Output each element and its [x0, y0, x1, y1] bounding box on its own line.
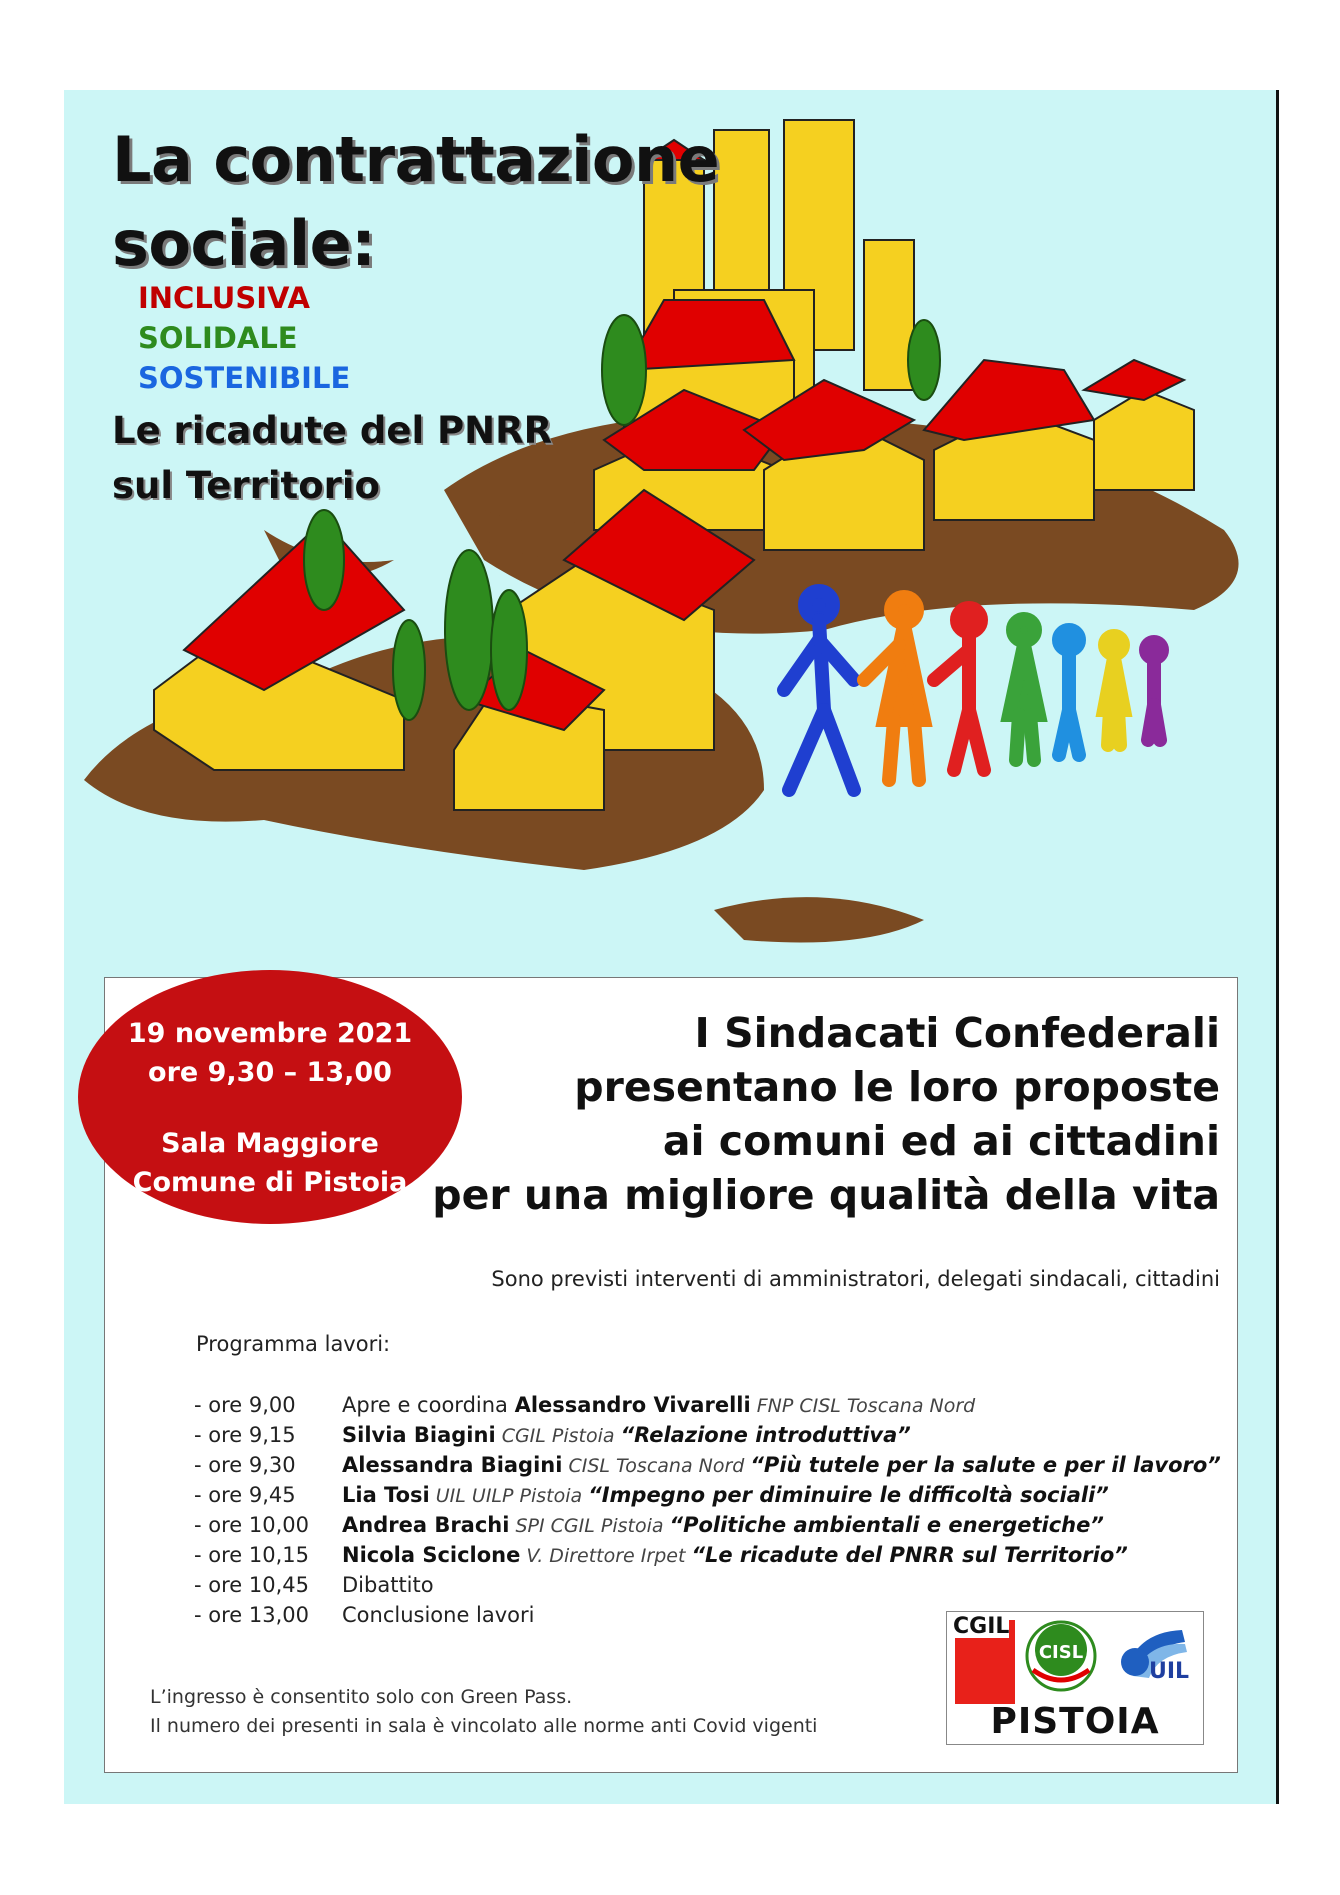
- headline-line: I Sindacati Confederali: [694, 1009, 1220, 1057]
- schedule-activity: Conclusione lavori: [342, 1603, 535, 1627]
- adjective-sostenibile: SOSTENIBILE: [138, 361, 351, 395]
- person-yellow: [1104, 636, 1124, 745]
- person-cyan: [1059, 630, 1079, 755]
- talk-topic: “Le ricadute del PNRR sul Territorio”: [691, 1543, 1128, 1567]
- tree-1: [602, 315, 646, 425]
- schedule-time: - ore 9,45: [194, 1483, 296, 1507]
- speaker-org: CGIL Pistoia: [495, 1425, 621, 1447]
- speaker-name: Alessandra Biagini: [342, 1453, 563, 1477]
- talk-topic: “Impegno per diminuire le difficoltà sociali”: [588, 1483, 1109, 1507]
- logo-city-name: PISTOIA: [990, 1701, 1160, 1742]
- roof-d: [924, 360, 1094, 440]
- speaker-org: CISL Toscana Nord: [562, 1455, 751, 1477]
- speakers-note: Sono previsti interventi di amministratori, delegati sindacali, cittadini: [491, 1267, 1220, 1291]
- tree-4: [445, 550, 493, 710]
- talk-topic: “Più tutele per la salute e per il lavoro”: [750, 1453, 1221, 1477]
- schedule-prefix: Apre e coordina: [342, 1393, 515, 1417]
- person-red: [934, 608, 984, 770]
- program-title: Programma lavori:: [196, 1332, 391, 1356]
- unions-logo: [946, 1611, 1204, 1745]
- headline: [432, 1006, 1220, 1222]
- schedule-time: - ore 10,15: [194, 1543, 309, 1567]
- talk-topic: “Relazione introduttiva”: [620, 1423, 911, 1447]
- event-date-badge: [78, 970, 462, 1224]
- tree-5: [491, 590, 527, 710]
- speaker-name: Lia Tosi: [342, 1483, 430, 1507]
- uil-logo-text: UIL: [1148, 1659, 1190, 1684]
- adjective-inclusiva: INCLUSIVA: [138, 281, 310, 315]
- access-notice: [150, 1683, 817, 1741]
- schedule-activity: Dibattito: [342, 1573, 434, 1597]
- speaker-org: V. Direttore Irpet: [520, 1545, 692, 1567]
- schedule-time: - ore 10,00: [194, 1513, 309, 1537]
- schedule-time: - ore 9,15: [194, 1423, 296, 1447]
- path-ground-2: [714, 897, 924, 942]
- roof-e: [1084, 360, 1184, 400]
- event-place: Comune di Pistoia: [132, 1167, 408, 1198]
- speaker-name: Alessandro Vivarelli: [514, 1393, 751, 1417]
- speaker-org: UIL UILP Pistoia: [429, 1485, 589, 1507]
- adjective-solidale: SOLIDALE: [138, 321, 298, 355]
- person-orange: [864, 597, 924, 780]
- poster-subtitle: Le ricadute del PNRR sul Territorio: [112, 409, 553, 507]
- schedule-time: - ore 9,00: [194, 1393, 296, 1417]
- tower-4: [864, 240, 914, 390]
- headline-line: per una migliore qualità della vita: [432, 1171, 1220, 1219]
- person-green: [1009, 619, 1039, 760]
- event-venue: Sala Maggiore: [161, 1128, 379, 1159]
- person-purple: [1146, 642, 1162, 740]
- cgil-logo-text: CGIL: [953, 1614, 1010, 1639]
- speaker-name: Silvia Biagini: [342, 1423, 496, 1447]
- speaker-org: FNP CISL Toscana Nord: [750, 1395, 976, 1417]
- schedule-time: - ore 13,00: [194, 1603, 309, 1627]
- event-date: 19 novembre 2021: [127, 1018, 413, 1049]
- tree-6: [393, 620, 425, 720]
- headline-line: ai comuni ed ai cittadini: [662, 1117, 1220, 1165]
- speaker-name: Nicola Sciclone: [342, 1543, 521, 1567]
- covid-notice: Il numero dei presenti in sala è vincolato alle norme anti Covid vigenti: [150, 1715, 818, 1737]
- schedule-time: - ore 9,30: [194, 1453, 296, 1477]
- cisl-logo-text: CISL: [1038, 1642, 1084, 1663]
- tree-2: [908, 320, 940, 400]
- green-pass-notice: L’ingresso è consentito solo con Green Pass.: [150, 1686, 573, 1708]
- headline-line: presentano le loro proposte: [574, 1063, 1220, 1111]
- poster-title: La contrattazione sociale:: [112, 123, 720, 280]
- talk-topic: “Politiche ambientali e energetiche”: [669, 1513, 1104, 1537]
- house-e: [1094, 390, 1194, 490]
- tree-3: [304, 510, 344, 610]
- speaker-name: Andrea Brachi: [342, 1513, 510, 1537]
- event-time: ore 9,30 – 13,00: [148, 1057, 392, 1088]
- schedule-time: - ore 10,45: [194, 1573, 309, 1597]
- speaker-org: SPI CGIL Pistoia: [509, 1515, 670, 1537]
- uil-logo-globe: [1121, 1648, 1149, 1676]
